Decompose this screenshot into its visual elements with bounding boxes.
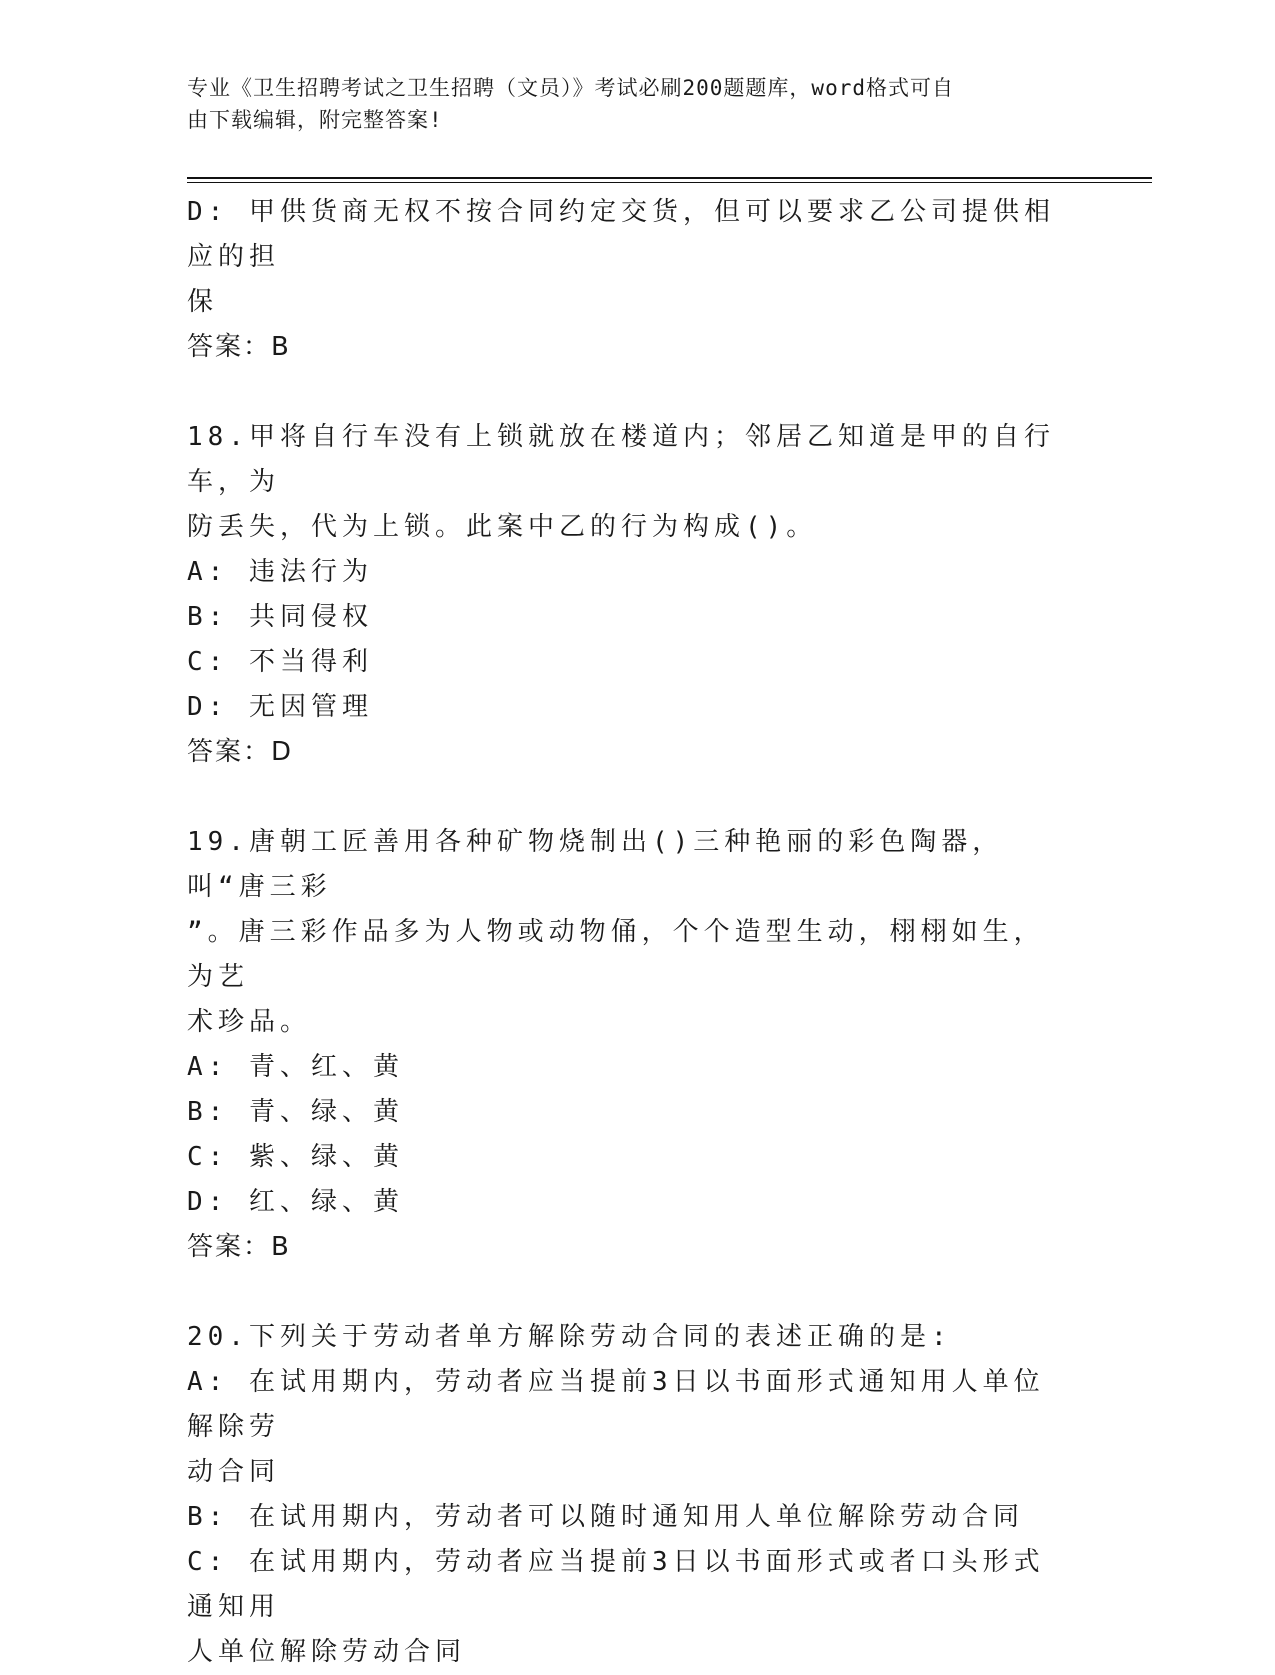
option-d-line-2: 保 — [187, 287, 219, 317]
question-stem-line-1: 18.甲将自行车没有上锁就放在楼道内；邻居乙知道是甲的自行车，为 — [187, 422, 1055, 497]
option-d: D: 无因管理 — [187, 692, 373, 722]
option-c-line-2: 人单位解除劳动合同 — [187, 1637, 467, 1667]
header-divider-thick — [187, 177, 1152, 179]
option-b: B: 在试用期内，劳动者可以随时通知用人单位解除劳动合同 — [187, 1502, 1024, 1532]
spacer — [187, 775, 1067, 820]
header-line-1: 专业《卫生招聘考试之卫生招聘（文员）》考试必刷200题题库，word格式可自 — [187, 76, 954, 100]
question-stem-line-1: 20.下列关于劳动者单方解除劳动合同的表述正确的是: — [187, 1322, 952, 1352]
question-19 — [187, 820, 1067, 1270]
page-header — [187, 72, 1067, 136]
option-a: A: 违法行为 — [187, 557, 373, 587]
answer-19: 答案：B — [187, 1232, 291, 1262]
option-d: D: 红、绿、黄 — [187, 1187, 404, 1217]
spacer — [187, 1270, 1067, 1315]
question-18 — [187, 415, 1067, 775]
spacer — [187, 370, 1067, 415]
question-stem-line-3: 术珍品。 — [187, 1007, 312, 1037]
question-20 — [187, 1315, 1067, 1675]
question-stem-line-2: ”。唐三彩作品多为人物或动物俑，个个造型生动，栩栩如生，为艺 — [187, 917, 1045, 992]
option-b: B: 共同侵权 — [187, 602, 373, 632]
option-b: B: 青、绿、黄 — [187, 1097, 404, 1127]
question-17 — [187, 190, 1067, 370]
answer-17: 答案：B — [187, 332, 291, 362]
option-c: C: 紫、绿、黄 — [187, 1142, 404, 1172]
option-a-line-1: A: 在试用期内，劳动者应当提前3日以书面形式通知用人单位解除劳 — [187, 1367, 1045, 1442]
option-c-line-1: C: 在试用期内，劳动者应当提前3日以书面形式或者口头形式通知用 — [187, 1547, 1045, 1622]
option-d-line-1: D: 甲供货商无权不按合同约定交货，但可以要求乙公司提供相应的担 — [187, 197, 1055, 272]
option-c: C: 不当得利 — [187, 647, 373, 677]
header-divider-thin — [187, 182, 1152, 183]
question-stem-line-2: 防丢失，代为上锁。此案中乙的行为构成()。 — [187, 512, 818, 542]
document-body — [187, 190, 1067, 1675]
header-line-2: 由下载编辑，附完整答案! — [187, 108, 443, 132]
option-a: A: 青、红、黄 — [187, 1052, 404, 1082]
question-stem-line-1: 19.唐朝工匠善用各种矿物烧制出()三种艳丽的彩色陶器，叫“唐三彩 — [187, 827, 1004, 902]
answer-18: 答案：D — [187, 737, 294, 767]
option-a-line-2: 动合同 — [187, 1457, 281, 1487]
